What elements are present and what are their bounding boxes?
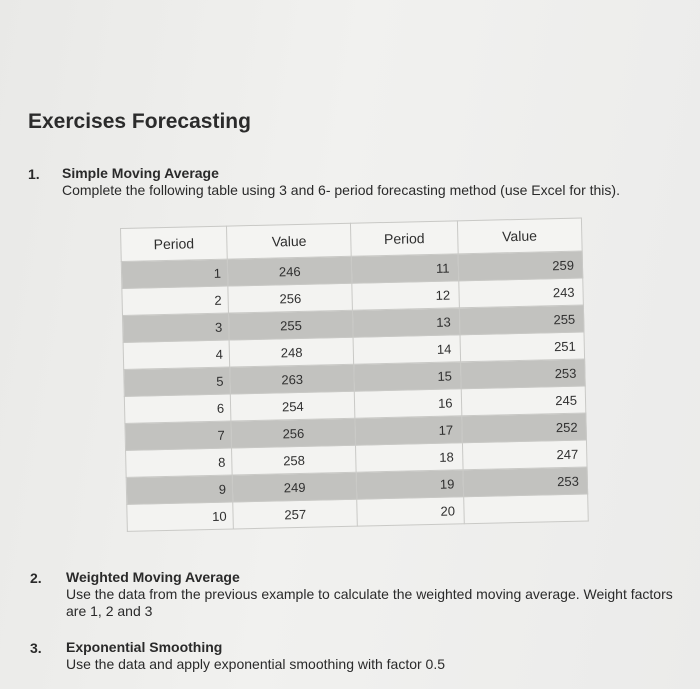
table-cell: 255	[459, 305, 584, 335]
table-cell: 5	[124, 367, 231, 396]
table-cell: 259	[458, 251, 583, 281]
table-cell: 13	[353, 308, 460, 337]
exercise-3-heading: Exponential Smoothing	[66, 639, 223, 655]
header-period-1: Period	[121, 226, 228, 261]
table-cell: 14	[354, 335, 461, 364]
header-period-2: Period	[351, 221, 458, 256]
table-cell: 249	[232, 472, 357, 502]
exercise-1-heading: Simple Moving Average	[62, 165, 219, 181]
table-cell: 253	[460, 359, 585, 389]
table-cell: 11	[352, 254, 459, 283]
table-cell: 12	[352, 281, 459, 310]
table-cell: 20	[357, 497, 464, 526]
table-cell: 253	[463, 467, 588, 497]
table-cell: 2	[122, 286, 229, 315]
exercise-1-number: 1.	[28, 166, 40, 182]
forecast-data-table	[120, 218, 589, 532]
table-cell: 263	[230, 364, 355, 394]
table-cell: 243	[458, 278, 583, 308]
table-cell: 1	[121, 259, 228, 288]
table-cell: 256	[231, 418, 356, 448]
table-cell: 255	[228, 310, 353, 340]
exercise-1-text: Complete the following table using 3 and 6- period forecasting method (use Excel for this).	[62, 182, 620, 198]
table-cell: 257	[233, 499, 358, 529]
table-cell: 7	[125, 421, 232, 450]
exercise-1	[62, 165, 682, 199]
exercise-2-heading: Weighted Moving Average	[66, 569, 240, 585]
table-cell: 18	[356, 443, 463, 472]
table-cell: 4	[123, 340, 230, 369]
table-cell: 245	[461, 386, 586, 416]
page-title: Exercises Forecasting	[28, 110, 251, 133]
exercise-2-number: 2.	[30, 570, 42, 586]
table-cell: 251	[460, 332, 585, 362]
table-cell: 256	[228, 283, 353, 313]
table-cell: 6	[124, 394, 231, 423]
table-cell: 16	[355, 389, 462, 418]
table-cell: 247	[462, 440, 587, 470]
exercise-3	[66, 639, 676, 673]
table-cell: 258	[232, 445, 357, 475]
table-cell: 17	[355, 416, 462, 445]
forecast-table-container	[120, 218, 589, 532]
header-value-2: Value	[457, 218, 582, 254]
exercise-2	[66, 569, 676, 620]
table-cell	[463, 494, 588, 524]
table-cell: 248	[229, 337, 354, 367]
table-cell: 9	[126, 475, 233, 504]
table-cell: 19	[357, 470, 464, 499]
header-value-1: Value	[226, 223, 351, 259]
table-cell: 3	[122, 313, 229, 342]
table-cell: 252	[461, 413, 586, 443]
exercise-3-text: Use the data and apply exponential smoothing with factor 0.5	[66, 656, 446, 672]
table-cell: 8	[126, 448, 233, 477]
table-cell: 15	[354, 362, 461, 391]
exercise-3-number: 3.	[30, 640, 42, 656]
exercise-2-text: Use the data from the previous example to calculate the weighted moving average. Weight factors are 1, 2 and 3	[66, 586, 673, 619]
table-cell: 246	[227, 256, 352, 286]
table-cell: 254	[230, 391, 355, 421]
table-cell: 10	[127, 502, 234, 531]
